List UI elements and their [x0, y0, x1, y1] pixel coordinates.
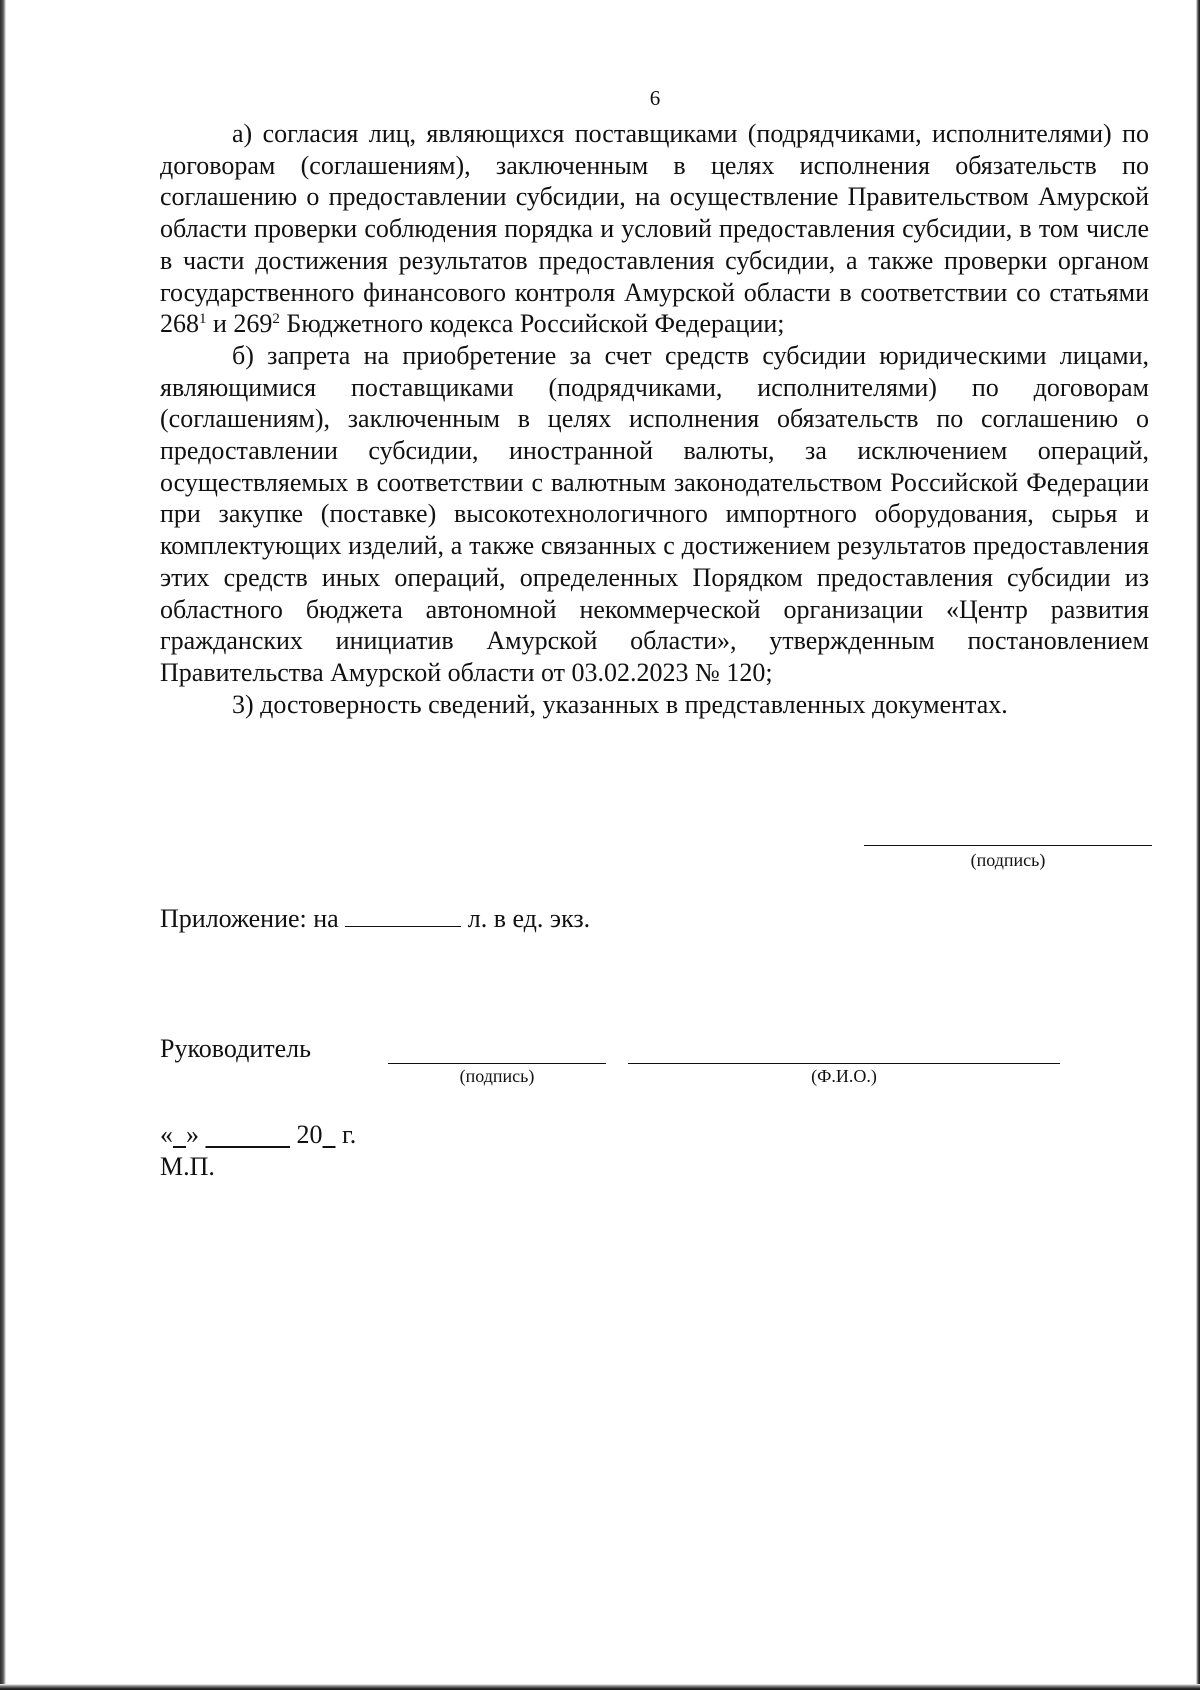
paragraph-b: б) запрета на приобретение за счет средств субсидии юридическими лицами, являющимися поставщиками (подрядчиками, исполнителями) по договорам (соглашениям), заключенным в целях исполнения обязательств по соглашению о предоставлении субсидии, иностранной валюты, за исключением операций, осуществляемых в соответствии с валютным законодательством Российской Федерации при закупке (поставке) высокотехнологичного импортного оборудования, сырья и комплектующих изделий, а также связанных с достижением результатов предоставления этих средств иных операций, определенных Порядком предоставления субсидии из областного бюджета автономной некоммерческой организации «Центр развития гражданских инициатив Амурской области», утвержденным постановлением Правительства Амурской области от 03.02.2023 № 120;: [160, 340, 1149, 687]
page-number: 6: [649, 86, 661, 110]
head-fio-caption: (Ф.И.О.): [811, 1066, 877, 1086]
scan-edge-bottom: [0, 1684, 1200, 1690]
date-month-blank: [206, 1120, 291, 1149]
head-signature-line: [388, 1063, 606, 1064]
attachment-pages-blank: [345, 904, 461, 927]
date-line: [160, 1120, 356, 1150]
signature-line: [864, 845, 1152, 846]
head-signature-caption: (подпись): [459, 1066, 535, 1086]
attachment-prefix: Приложение: на: [160, 904, 346, 933]
date-close-quote: »: [186, 1120, 199, 1149]
head-fio-line: [628, 1063, 1060, 1064]
paragraph-a-text-2: и 269: [206, 309, 273, 339]
attachment-suffix: л. в ед. экз.: [461, 904, 591, 933]
scan-edge-left: [0, 0, 6, 1690]
paragraph-a-text: а) согласия лиц, являющихся поставщиками (подрядчиками, исполнителями) по договорам (соглашениям), заключенным в целях исполнения обязательств по соглашению о предоставлении субсидии, на осуществление Правительством Амурской области проверки соблюдения порядка и условий предоставления субсидии, в том числе в части достижения результатов предоставления субсидии, а также проверки органом государственного финансового контроля Амурской области в соответствии со статьями 268: [160, 119, 1149, 339]
superscript-1: 1: [199, 311, 207, 328]
date-year-blank: [323, 1120, 336, 1149]
superscript-2: 2: [272, 311, 280, 328]
date-open-quote: «: [160, 1120, 173, 1149]
paragraph-a-text-3: Бюджетного кодекса Российской Федерации;: [279, 309, 785, 339]
paragraph-3: 3) достоверность сведений, указанных в представленных документах.: [232, 689, 1008, 719]
attachment-line: [160, 904, 590, 934]
document-body: [160, 118, 1149, 720]
head-label: Руководитель: [160, 1034, 311, 1063]
date-day-blank: [173, 1120, 186, 1149]
signature-caption: (подпись): [970, 850, 1046, 870]
date-year-suffix: г.: [335, 1120, 357, 1149]
paragraph-a: [160, 118, 1149, 340]
stamp-place: М.П.: [160, 1152, 215, 1181]
date-year-prefix: 20: [296, 1120, 323, 1149]
scan-edge-right: [1196, 0, 1200, 1690]
